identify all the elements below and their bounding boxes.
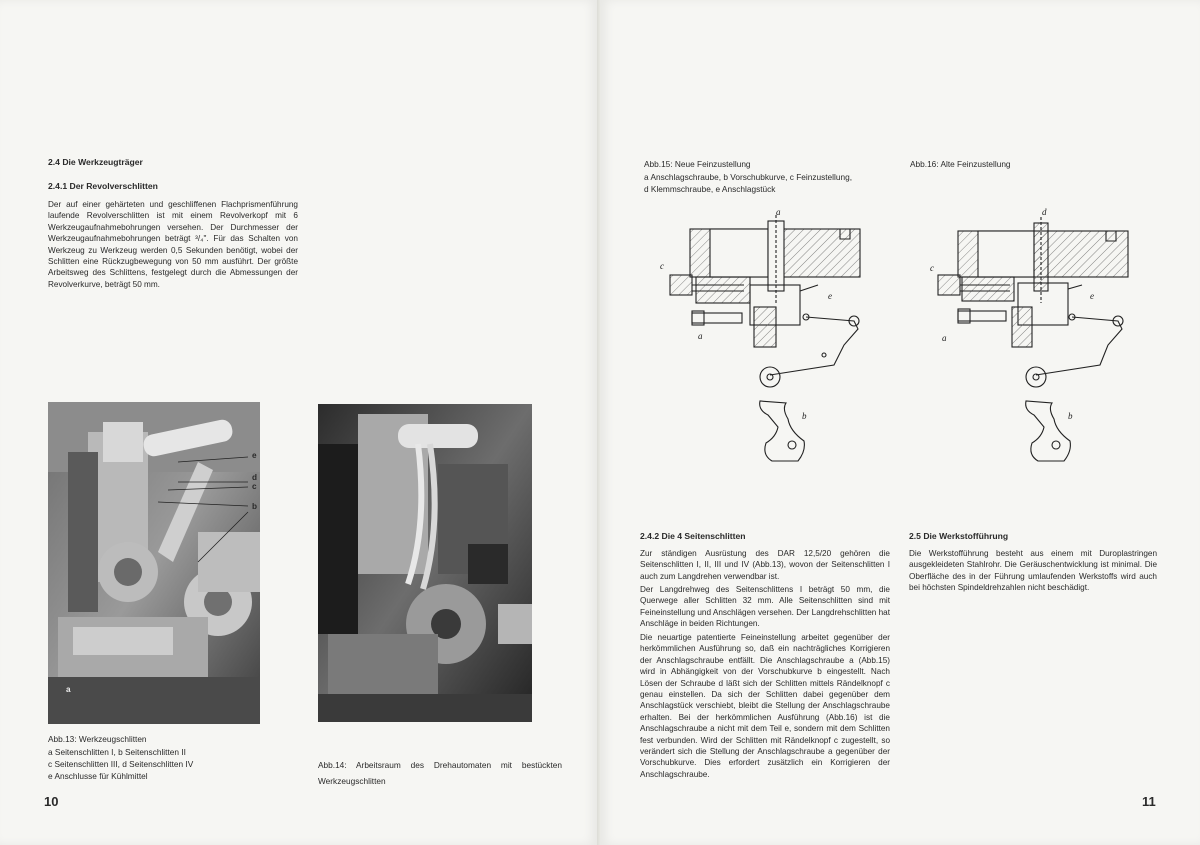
fig15-caption-title: Abb.15: Neue Feinzustellung: [644, 159, 751, 169]
revolver-paragraph: Der auf einer gehärteten und geschliffenen Flachprismenführung laufende Revolverschlitten ist mit einem Revolverkopf mit 6 Werkzeugaufnahmebohrungen versehen. Der Durchmesser der Werkzeugaufnahmebohrungen beträgt ³/₄". Für das Schalten von Werkzeug zu Werkzeug werden 0,5 Sekunden benötigt, wobei der Schlitten eine Rückzugbewegung von 50 mm ausführt. Der größte Arbeitsweg des Schlittens, festgelegt durch die Abmessungen der Revolverkurve, beträgt 50 mm.: [48, 200, 298, 289]
fig13-caption-line-3: e Anschlusse für Kühlmittel: [48, 771, 148, 781]
fig15-label-a: a: [698, 331, 703, 341]
fig16-label-e: e: [1090, 291, 1094, 301]
fig15-label-c: c: [660, 261, 664, 271]
seitenschlitten-paragraph-1: Zur ständigen Ausrüstung des DAR 12,5/20 gehören die Seitenschlitten I, II, III und IV (Abb.13), wovon der Seitenschlitten I auch zum Langdrehen verwendbar ist.: [640, 549, 890, 581]
fig16-label-c: c: [930, 263, 934, 273]
page-number-left: 10: [44, 794, 59, 809]
fig15-caption-line-2: d Klemmschraube, e Anschlagstück: [644, 184, 776, 194]
fig15-label-b: b: [802, 411, 807, 421]
subsection-heading-2-4-1: 2.4.1 Der Revolverschlitten: [48, 181, 158, 191]
fig15-drawing: [658, 205, 868, 467]
seitenschlitten-paragraph-2: Der Langdrehweg des Seitenschlittens I beträgt 50 mm, die Querwege aller Schlitten 32 mm. Alle Seitenschlitten sind mit Feineinstellung und Anschlägen versehen. Der Langdrehschlitten hat Anschläge in beiden Richtungen.: [640, 585, 890, 629]
fig13-photo: [48, 402, 260, 724]
section-heading-2-5: 2.5 Die Werkstofführung: [909, 531, 1009, 541]
fig13-caption-title: Abb.13: Werkzeugschlitten: [48, 734, 147, 744]
werkstofffuehrung-paragraph: Die Werkstofführung besteht aus einem mit Duroplastringen ausgekleideten Stahlrohr. Die Geräuschentwicklung ist minimal. Die Oberfläche des in der Führung umlaufenden Werkstoffs wird auch bei höchsten Spindeldrehzahlen nicht beschädigt.: [909, 549, 1157, 593]
fig13-label-d: d: [252, 473, 258, 482]
fig14-photo: [318, 404, 532, 722]
fig13-label-b: b: [252, 502, 258, 511]
fig13-caption-line-2: c Seitenschlitten III, d Seitenschlitten IV: [48, 759, 194, 769]
fig15-label-a-top: a: [776, 207, 781, 217]
page-number-right: 11: [1142, 794, 1156, 809]
fig15-label-e: e: [828, 291, 832, 301]
section-heading-2-4: 2.4 Die Werkzeugträger: [48, 157, 143, 167]
right-page: [600, 0, 1200, 845]
fig15-caption-line-1: a Anschlagschraube, b Vorschubkurve, c Feinzustellung,: [644, 172, 853, 182]
fig16-label-d: d: [1042, 207, 1047, 217]
fig16-drawing: [930, 205, 1130, 467]
fig14-caption: Abb.14: Arbeitsraum des Drehautomaten mit bestückten Werkzeugschlitten: [318, 760, 562, 786]
fig13-label-c: c: [252, 482, 257, 491]
fig16-label-a: a: [942, 333, 947, 343]
fig13-label-a: a: [66, 685, 71, 694]
seitenschlitten-paragraph-3: Die neuartige patentierte Feineinstellung arbeitet gegenüber der herkömmlichen Ausführung so, daß ein nachträgliches Korrigieren der Anschlagschraube entfällt. Die Anschlagschraube a (Abb.15) wird in Abhängigkeit von der Vorschubkurve b eingestellt. Nach Lösen der Schraube d läßt sich der Schlitten mittels Rändelknopf c genau einstellen. Da sich der Schlitten dabei gegenüber dem Anschlagstück verschiebt, bleibt die Stellung der Anschlagschraube erhalten. Bei der herkömmlichen Ausführung (Abb.16) ist die Anschlagschraube a nicht mit dem Teil e, sondern mit dem Schlitten fest verbunden. Wird der Schlitten mit Rändelknopf c zugestellt, so verändert sich die Stellung der Anschlagschraube a gegenüber der Vorschubkurve. Dies erfordert zusätzlich ein Korrigieren der Anschlagschraube.: [640, 633, 890, 779]
fig13-label-e: e: [252, 451, 257, 460]
fig16-label-b: b: [1068, 411, 1073, 421]
fig16-caption: Abb.16: Alte Feinzustellung: [910, 159, 1011, 169]
left-page: [0, 0, 598, 845]
fig13-caption-line-1: a Seitenschlitten I, b Seitenschlitten II: [48, 747, 186, 757]
section-heading-2-4-2: 2.4.2 Die 4 Seitenschlitten: [640, 531, 746, 541]
